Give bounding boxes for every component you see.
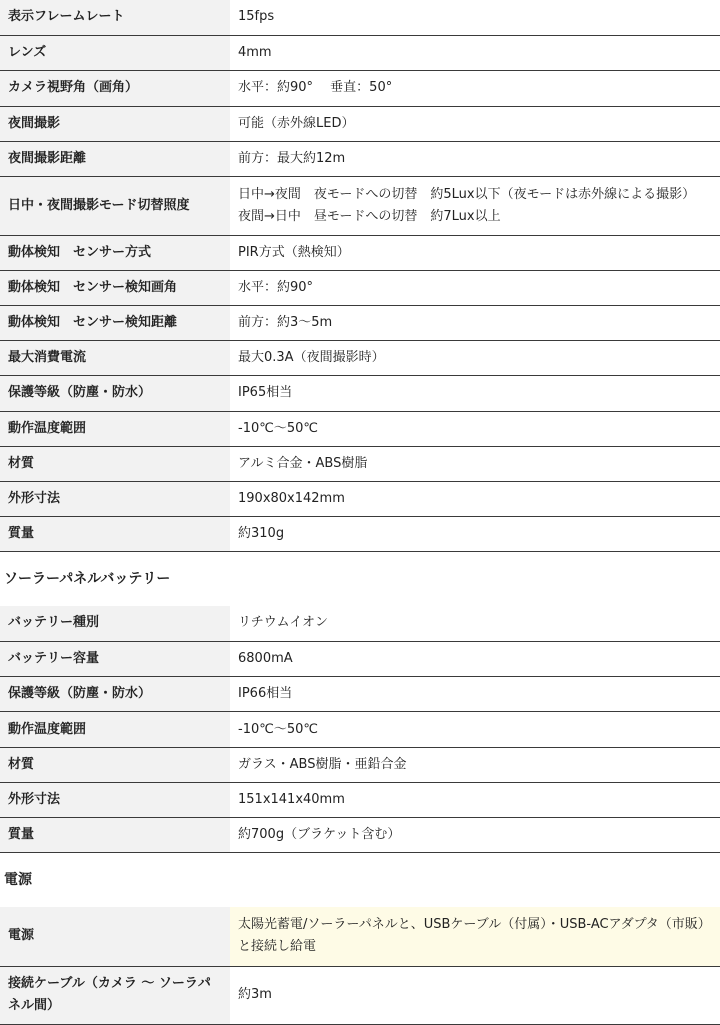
spec-value: 前方：最大約12m <box>230 141 720 176</box>
spec-label: 外形寸法 <box>0 481 230 516</box>
spec-row <box>0 0 720 35</box>
spec-label: 動体検知 センサー検知画角 <box>0 270 230 305</box>
spec-value: 4mm <box>230 35 720 70</box>
spec-label: 夜間撮影距離 <box>0 141 230 176</box>
battery-spec-table <box>0 606 720 854</box>
spec-label: 動作温度範囲 <box>0 712 230 748</box>
spec-value <box>230 176 720 235</box>
spec-label: バッテリー種別 <box>0 606 230 642</box>
spec-row <box>0 642 720 677</box>
spec-value: 太陽光蓄電/ソーラーパネルと、USBケーブル（付属）・USB-ACアダプタ（市販）と接続し給電 <box>230 907 720 966</box>
spec-value: -10℃～50℃ <box>230 712 720 748</box>
power-spec-table <box>0 907 720 1025</box>
spec-row <box>0 375 720 411</box>
spec-value: アルミ合金・ABS樹脂 <box>230 446 720 481</box>
spec-row <box>0 783 720 818</box>
spec-label: 保護等級（防塵・防水） <box>0 375 230 411</box>
power-section-title: 電源 <box>0 853 720 907</box>
spec-value: ガラス・ABS樹脂・亜鉛合金 <box>230 748 720 783</box>
spec-label: 動作温度範囲 <box>0 411 230 446</box>
spec-row <box>0 516 720 551</box>
spec-value: 15fps <box>230 0 720 35</box>
battery-section-title: ソーラーパネルバッテリー <box>0 552 720 606</box>
spec-value: 水平：約90° <box>230 270 720 305</box>
spec-value-line: 夜間→日中 昼モードへの切替 約7Lux以上 <box>238 208 501 224</box>
spec-label: 材質 <box>0 446 230 481</box>
spec-value: リチウムイオン <box>230 606 720 642</box>
spec-label: レンズ <box>0 35 230 70</box>
spec-value: 最大0.3A（夜間撮影時） <box>230 340 720 375</box>
spec-label: バッテリー容量 <box>0 642 230 677</box>
spec-value: 水平：約90° 垂直：50° <box>230 70 720 106</box>
spec-row <box>0 411 720 446</box>
spec-value: IP65相当 <box>230 375 720 411</box>
spec-label: 質量 <box>0 818 230 853</box>
spec-value: 約700g（ブラケット含む） <box>230 818 720 853</box>
spec-row <box>0 907 720 966</box>
spec-row <box>0 606 720 642</box>
spec-label: 最大消費電流 <box>0 340 230 375</box>
spec-row <box>0 305 720 340</box>
spec-row <box>0 35 720 70</box>
spec-label: 外形寸法 <box>0 783 230 818</box>
spec-label: カメラ視野角（画角） <box>0 70 230 106</box>
spec-row <box>0 70 720 106</box>
spec-value-line: 日中→夜間 夜モードへの切替 約5Lux以下（夜モードは赤外線による撮影） <box>238 186 696 202</box>
spec-row <box>0 235 720 270</box>
spec-label: 動体検知 センサー方式 <box>0 235 230 270</box>
spec-label: 質量 <box>0 516 230 551</box>
spec-value: -10℃～50℃ <box>230 411 720 446</box>
spec-row <box>0 176 720 235</box>
spec-row <box>0 966 720 1024</box>
spec-row <box>0 818 720 853</box>
spec-label: 夜間撮影 <box>0 106 230 141</box>
spec-label: 表示フレームレート <box>0 0 230 35</box>
spec-row <box>0 481 720 516</box>
spec-value: 約310g <box>230 516 720 551</box>
spec-value: 190x80x142mm <box>230 481 720 516</box>
spec-row <box>0 712 720 748</box>
spec-value: 151x141x40mm <box>230 783 720 818</box>
spec-row <box>0 141 720 176</box>
spec-row <box>0 106 720 141</box>
spec-label: 保護等級（防塵・防水） <box>0 677 230 712</box>
spec-value: 約3m <box>230 966 720 1024</box>
spec-value: IP66相当 <box>230 677 720 712</box>
spec-value: 6800mA <box>230 642 720 677</box>
spec-label: 接続ケーブル（カメラ ～ ソーラパネル間） <box>0 966 230 1024</box>
spec-value: 可能（赤外線LED） <box>230 106 720 141</box>
spec-label: 電源 <box>0 907 230 966</box>
spec-row <box>0 270 720 305</box>
spec-row <box>0 748 720 783</box>
spec-row <box>0 446 720 481</box>
spec-value: 前方：約3～5m <box>230 305 720 340</box>
spec-value: PIR方式（熱検知） <box>230 235 720 270</box>
spec-row <box>0 340 720 375</box>
spec-label: 動体検知 センサー検知距離 <box>0 305 230 340</box>
spec-row <box>0 677 720 712</box>
spec-label: 材質 <box>0 748 230 783</box>
spec-label: 日中・夜間撮影モード切替照度 <box>0 176 230 235</box>
